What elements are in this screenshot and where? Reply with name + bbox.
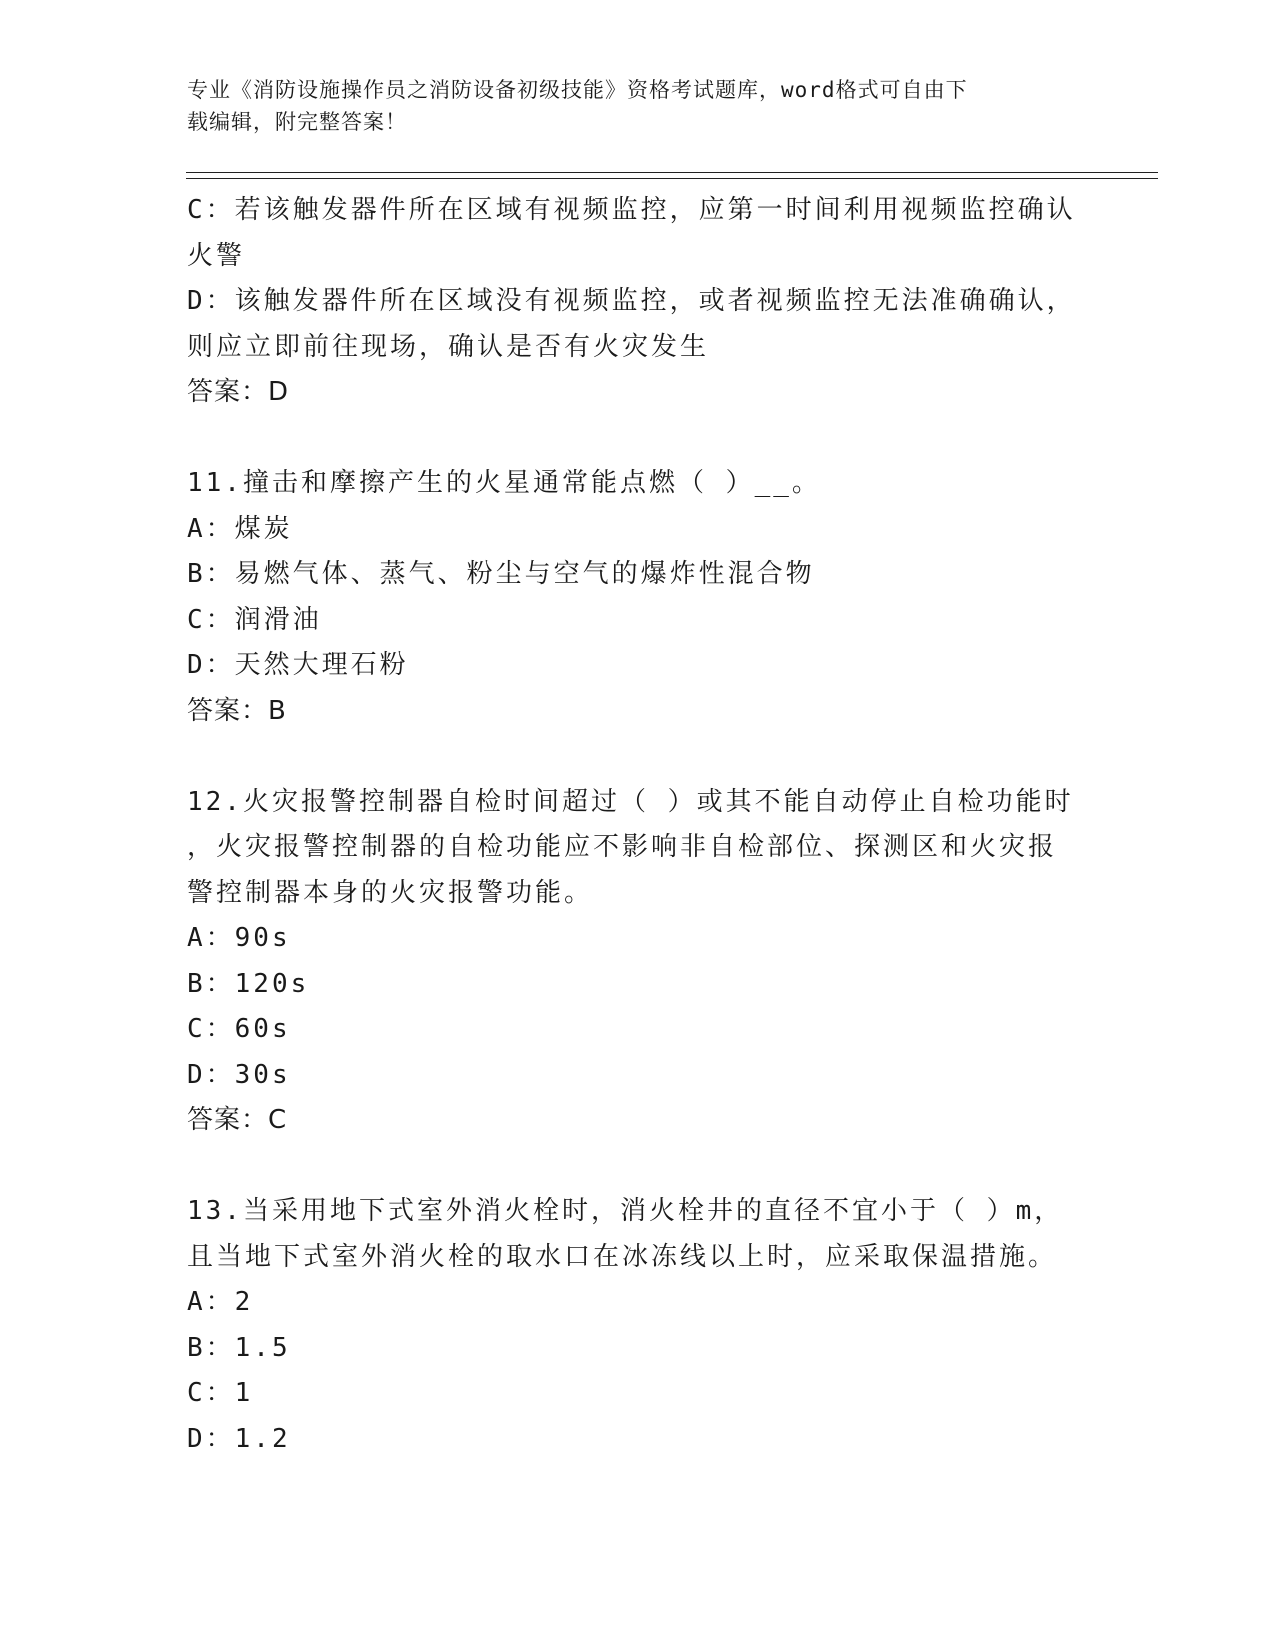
header-rule-bottom [186,178,1158,179]
option-b: B：1.5 [187,1332,291,1363]
answer: 答案：C [187,1105,288,1135]
question-stem-cont: 警控制器本身的火灾报警功能。 [187,877,594,908]
option-a: A：煤炭 [187,513,293,544]
question-11 [187,461,1087,734]
question-list [187,188,1087,1462]
option-c-cont: 火警 [187,240,246,271]
option-b: B：易燃气体、蒸气、粉尘与空气的爆炸性混合物 [187,559,815,589]
header-line-2: 载编辑，附完整答案！ [187,110,407,134]
option-d: D：该触发器件所在区域没有视频监控，或者视频监控无法准确确认， [187,286,1076,316]
option-d: D：1.2 [187,1423,291,1454]
document-header [187,74,1057,138]
option-c: C：润滑油 [187,604,322,635]
option-d: D：30s [187,1059,291,1090]
question-stem: 12.火灾报警控制器自检时间超过（ ）或其不能自动停止自检功能时 [187,786,1074,817]
header-line-1: 专业《消防设施操作员之消防设备初级技能》资格考试题库，word格式可自由下 [187,78,968,102]
option-c: C：若该触发器件所在区域有视频监控，应第一时间利用视频监控确认 [187,195,1076,225]
question-stem: 13.当采用地下式室外消火栓时，消火栓井的直径不宜小于（ ）m， [187,1196,1064,1226]
question-12 [187,780,1087,1144]
header-rule-top [186,172,1158,173]
question-13 [187,1189,1087,1462]
answer: 答案：B [187,695,287,726]
option-c: C：1 [187,1378,254,1408]
option-a: A：2 [187,1287,254,1317]
prev-question-tail [187,188,1087,416]
option-d-cont: 则应立即前往现场，确认是否有火灾发生 [187,331,710,362]
question-stem-cont: 且当地下式室外消火栓的取水口在冰冻线以上时，应采取保温措施。 [187,1241,1058,1272]
option-b: B：120s [187,968,310,999]
option-a: A：90s [187,923,291,953]
option-c: C：60s [187,1014,291,1044]
option-d: D：天然大理石粉 [187,650,409,680]
question-stem-cont: ，火灾报警控制器的自检功能应不影响非自检部位、探测区和火灾报 [187,832,1058,862]
answer: 答案：D [187,377,290,407]
question-stem: 11.撞击和摩擦产生的火星通常能点燃（ ）__。 [187,468,821,498]
